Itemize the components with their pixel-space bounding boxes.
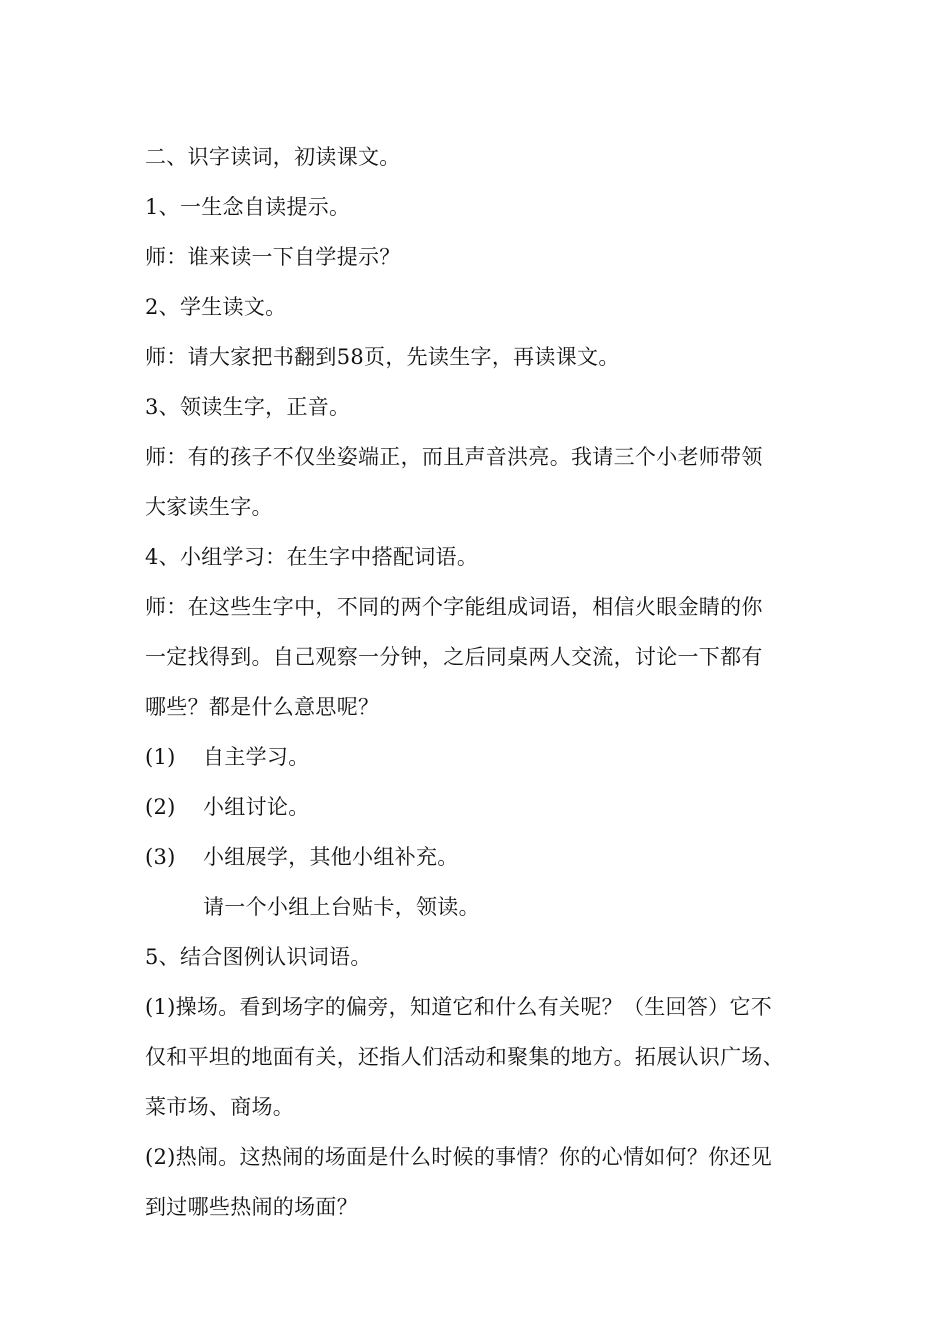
paragraph-line: 1、一生念自读提示。 — [145, 195, 351, 219]
list-item-number: (2) — [145, 795, 176, 819]
paragraph-line: 大家读生字。 — [145, 495, 273, 519]
paragraph-line: 师：有的孩子不仅坐姿端正，而且声音洪亮。我请三个小老师带领 — [145, 445, 763, 469]
paragraph-line: (2)热闹。这热闹的场面是什么时候的事情？你的心情如何？你还见 — [145, 1145, 773, 1169]
list-item-number: (3) — [145, 845, 176, 869]
paragraph-line: 师：谁来读一下自学提示？ — [145, 245, 401, 269]
paragraph-line: (1)操场。看到场字的偏旁，知道它和什么有关呢？（生回答）它不 — [145, 995, 773, 1019]
paragraph-line: 仅和平坦的地面有关，还指人们活动和聚集的地方。拓展认识广场、 — [145, 1045, 784, 1069]
paragraph-line: 5、结合图例认识词语。 — [145, 945, 372, 969]
list-item-text: 小组展学，其他小组补充。 — [203, 845, 459, 869]
paragraph-line: 师：在这些生字中，不同的两个字能组成词语，相信火眼金睛的你 — [145, 595, 763, 619]
list-item — [145, 732, 815, 782]
list-item-number: (1) — [145, 745, 176, 769]
paragraph-line: 2、学生读文。 — [145, 295, 287, 319]
document-body — [145, 132, 815, 1232]
paragraph-line: 哪些？都是什么意思呢？ — [145, 695, 380, 719]
paragraph-line: 4、小组学习：在生字中搭配词语。 — [145, 545, 479, 569]
paragraph-line: 到过哪些热闹的场面？ — [145, 1195, 358, 1219]
list-item-text: 小组讨论。 — [203, 795, 310, 819]
paragraph-line: 菜市场、商场。 — [145, 1095, 295, 1119]
paragraph-line: 3、领读生字，正音。 — [145, 395, 351, 419]
indented-line: 请一个小组上台贴卡，领读。 — [203, 895, 480, 919]
list-item-text: 自主学习。 — [203, 745, 310, 769]
list-item — [145, 832, 815, 882]
paragraph-line: 师：请大家把书翻到58页，先读生字，再读课文。 — [145, 345, 620, 369]
section-heading: 二、识字读词，初读课文。 — [145, 145, 401, 169]
list-item — [145, 782, 815, 832]
paragraph-line: 一定找得到。自己观察一分钟，之后同桌两人交流，讨论一下都有 — [145, 645, 763, 669]
